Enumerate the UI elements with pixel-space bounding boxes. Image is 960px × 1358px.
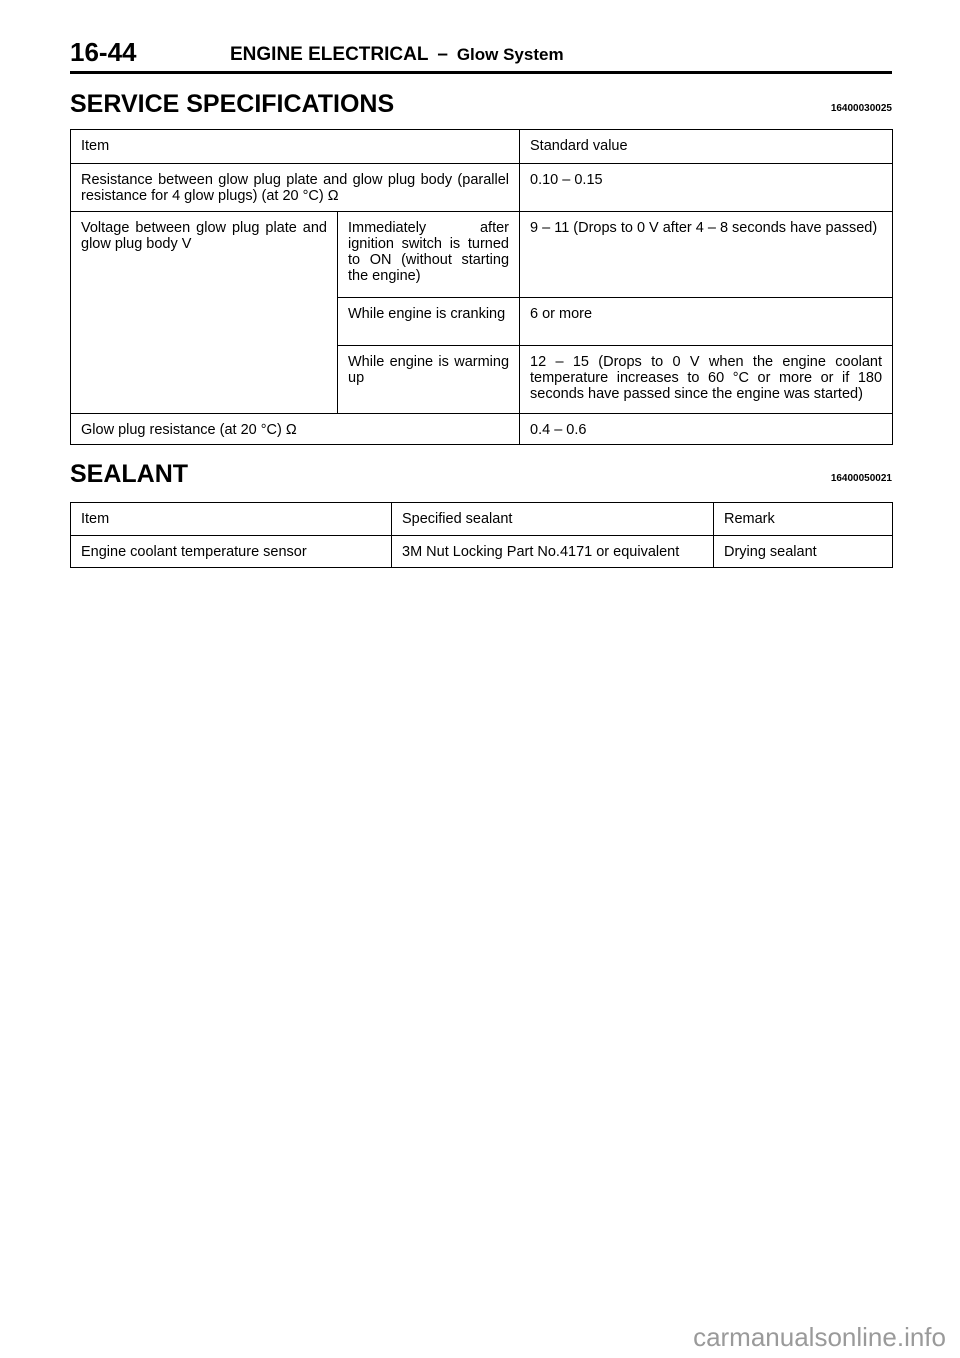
table-row — [71, 414, 893, 445]
chapter-name: ENGINE ELECTRICAL — [230, 44, 429, 65]
sealant-item: Engine coolant temperature sensor — [71, 536, 392, 568]
page-header — [70, 38, 892, 72]
table-row — [71, 164, 893, 212]
table-row — [71, 212, 893, 298]
spec-value: 6 or more — [520, 298, 893, 346]
spec-value: 9 – 11 (Drops to 0 V after 4 – 8 seconds have passed) — [520, 212, 893, 298]
sealant-remark: Drying sealant — [714, 536, 893, 568]
spec-value: 0.10 – 0.15 — [520, 164, 893, 212]
subsection-name: Glow System — [456, 45, 564, 64]
header-remark: Remark — [714, 503, 893, 536]
spec-item: Glow plug resistance (at 20 °C) Ω — [71, 414, 520, 445]
sealant-title: SEALANT — [70, 460, 189, 488]
table-header-row — [71, 130, 893, 164]
spec-item: Voltage between glow plug plate and glow plug body V — [71, 212, 338, 414]
table-row — [71, 536, 893, 568]
header-item: Item — [71, 130, 520, 164]
spec-value: 12 – 15 (Drops to 0 V when the engine coolant temperature increases to 60 °C or more or if 180 seconds have passed since the engine was started) — [520, 346, 893, 414]
spec-value: 0.4 – 0.6 — [520, 414, 893, 445]
sealant-specified: 3M Nut Locking Part No.4171 or equivalent — [392, 536, 714, 568]
chapter-title — [230, 44, 564, 67]
header-item: Item — [71, 503, 392, 536]
watermark: carmanualsonline.info — [693, 1322, 946, 1352]
service-specifications-code: 16400030025 — [830, 103, 892, 114]
header-standard-value: Standard value — [520, 130, 893, 164]
spec-condition: While engine is cranking — [338, 298, 520, 346]
title-dash: – — [437, 44, 448, 65]
sealant-code: 16400050021 — [830, 473, 892, 484]
sealant-table — [70, 502, 893, 568]
spec-item: Resistance between glow plug plate and glow plug body (parallel resistance for 4 glow plugs) (at 20 °C) Ω — [71, 164, 520, 212]
header-specified-sealant: Specified sealant — [392, 503, 714, 536]
service-specifications-title: SERVICE SPECIFICATIONS — [70, 90, 395, 118]
service-specifications-table — [70, 129, 893, 445]
spec-condition: While engine is warming up — [338, 346, 520, 414]
spec-condition: Immediately after ignition switch is turned to ON (without starting the engine) — [338, 212, 520, 298]
page-number: 16-44 — [70, 37, 137, 67]
table-header-row — [71, 503, 893, 536]
header-rule — [70, 71, 892, 74]
